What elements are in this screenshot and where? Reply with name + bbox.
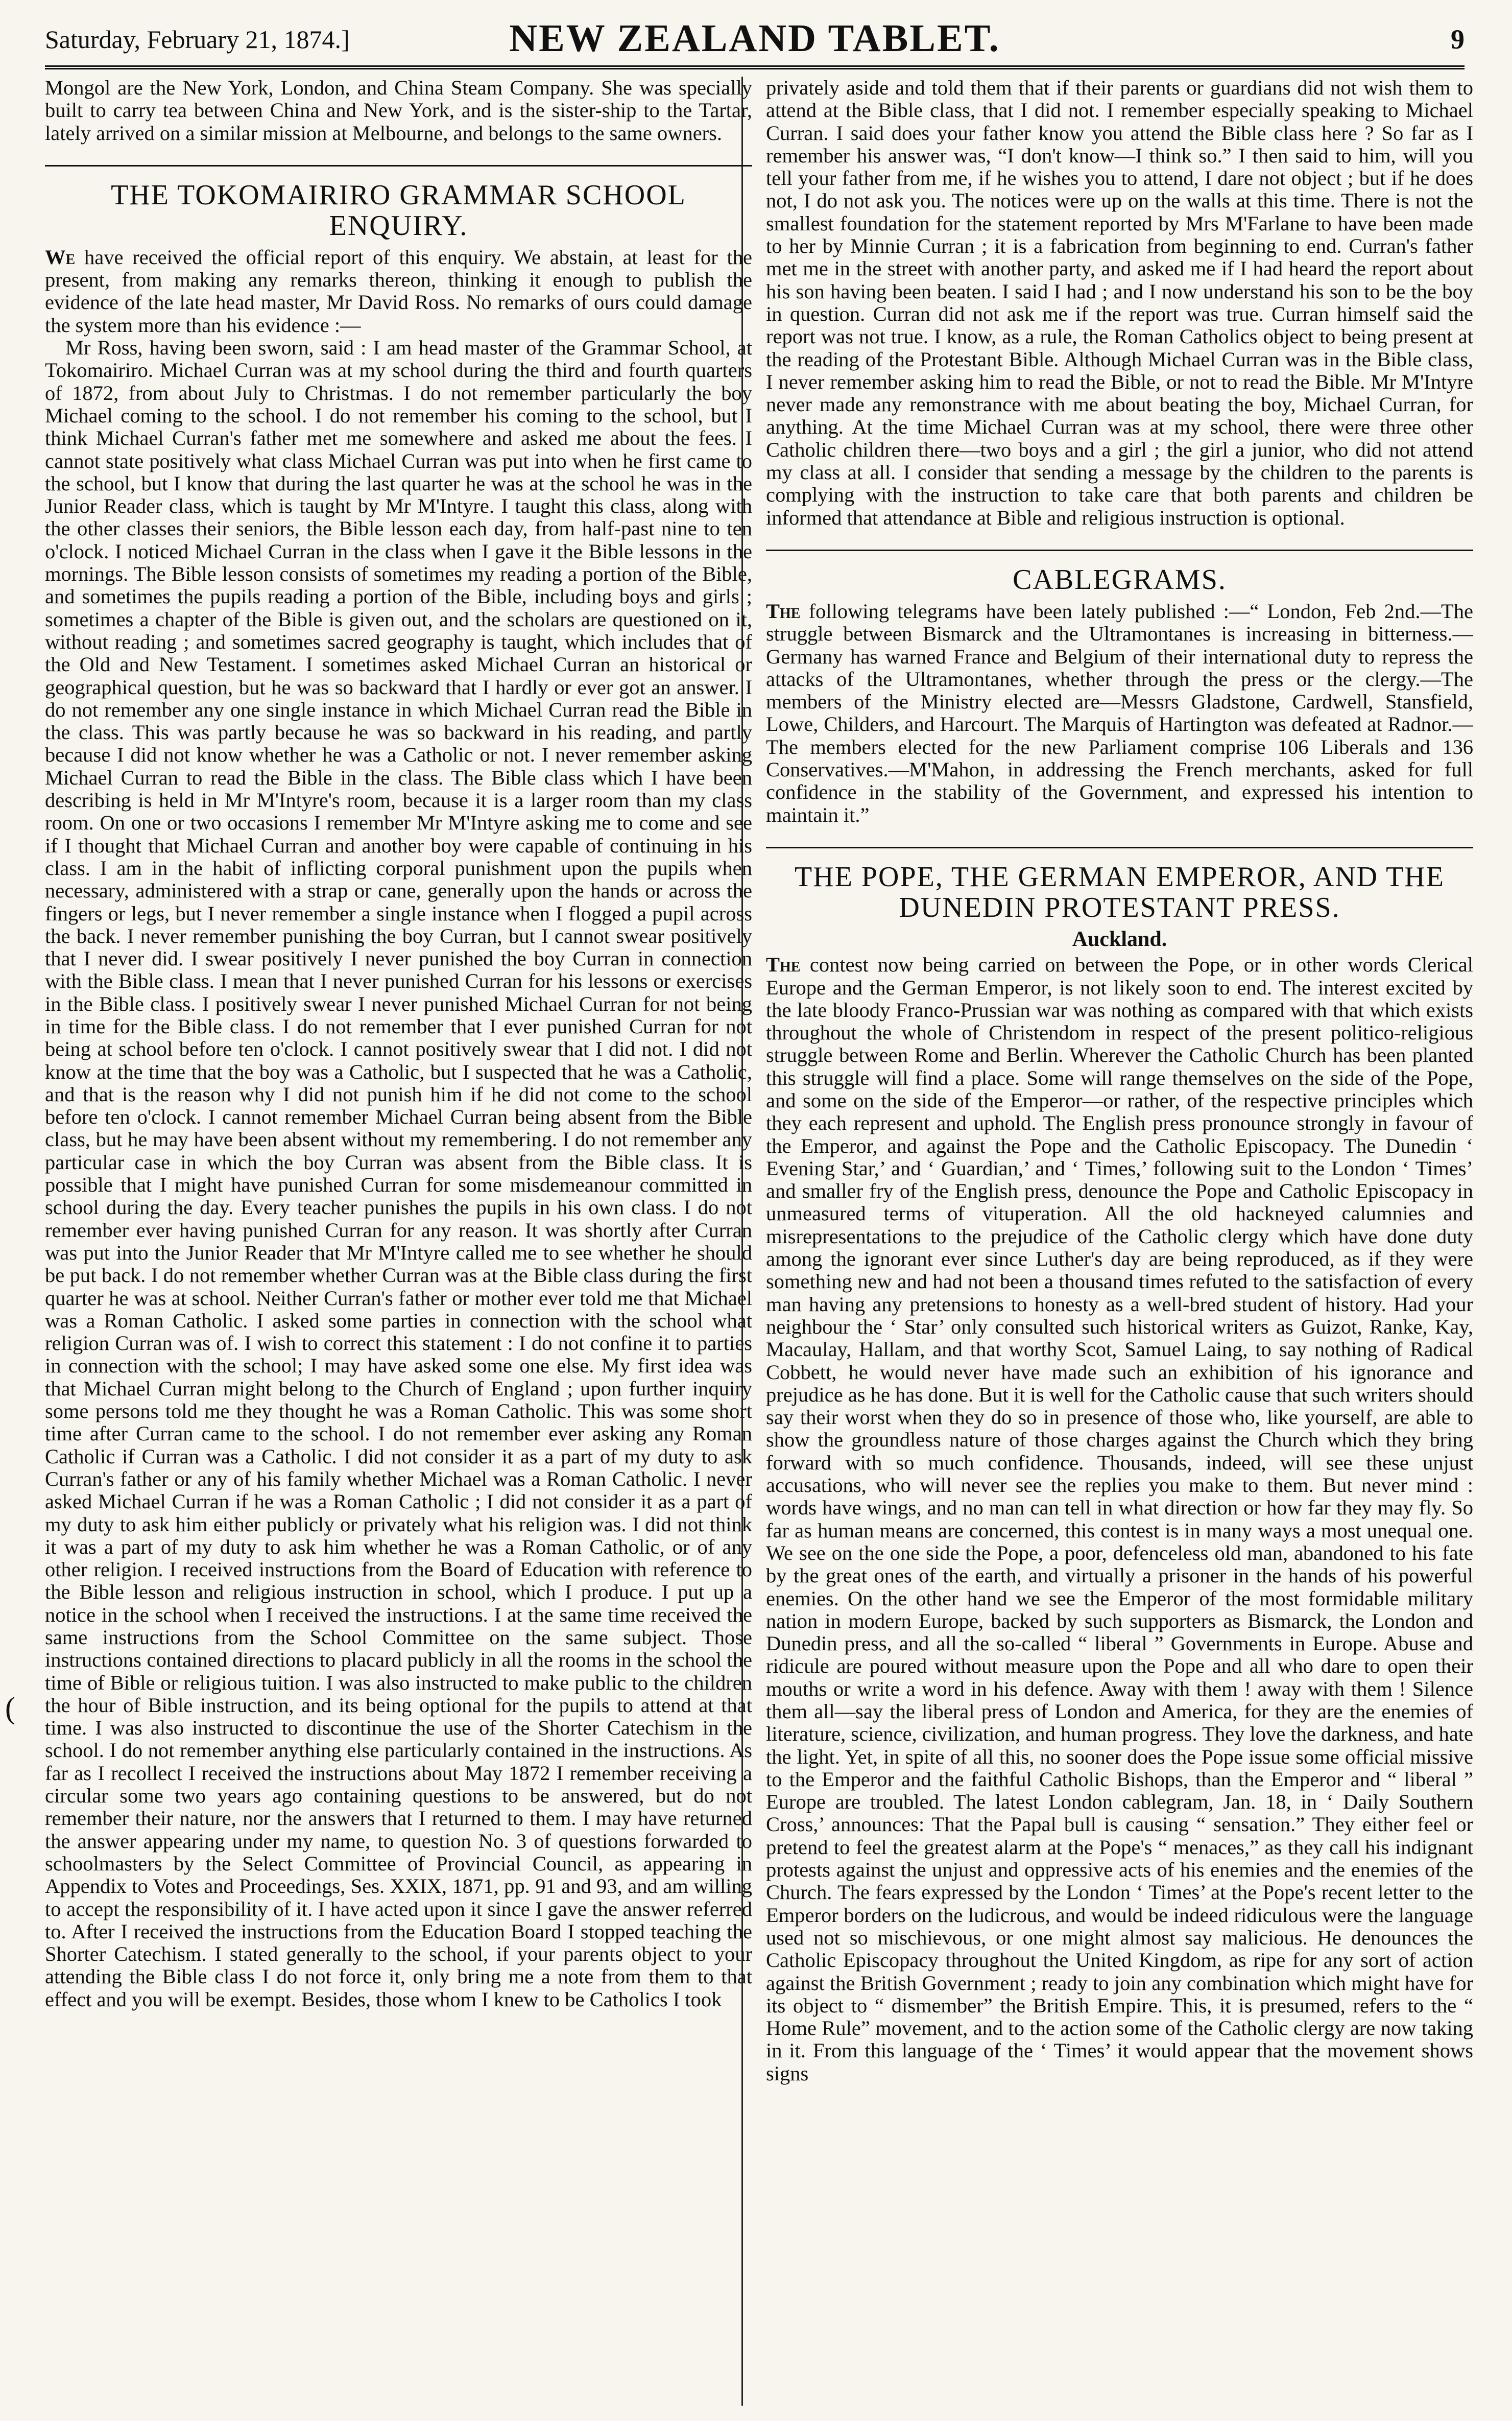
intro-paragraph: Mongol are the New York, London, and China Steam Company. She was specially built to carry tea between China and New York, and is the sister-ship to the Tartar, lately arrived on a similar mission at Melbourne, and belongs to the same owners. [45, 77, 752, 145]
cablegrams-paragraph [766, 600, 1473, 826]
cablegrams-lead-word: The [766, 599, 801, 623]
testimony-paragraph: Mr Ross, having been sworn, said : I am head master of the Grammar School, at Tokomairiro. Michael Curran was at my school during the third and fourth quarters of 1872, from about July to Christmas. I do not remember particularly the boy Michael coming to the school. I do not remember his coming to the school, but I think Michael Curran's father met me somewhere and asked me about the fees. I cannot state positively what class Michael Curran was put into when he first came to the school, but I know that during the last quarter he was at the school he was in the Junior Reader class, which is taught by Mr M'Intyre. I taught this class, along with the other classes their seniors, the Bible lesson each day, from half-past nine to ten o'clock. I noticed Michael Curran in the class when I gave it the Bible lessons in the mornings. The Bible lesson consists of sometimes my reading a portion of the Bible, and sometimes the pupils reading a portion of the Bible, including boys and girls ; sometimes a chapter of the Bible is given out, and the scholars are questioned on it, without reading ; and sometimes sacred geography is taught, which includes that of the Old and New Testament. I sometimes asked Michael Curran an historical or geographical question, but he was so backward that I hardly or ever got an answer. I do not remember any one single instance in which Michael Curran read the Bible in the class. This was partly because he was so backward in his reading, and partly because I did not know whether he was a Catholic or not. I never remember asking Michael Curran to read the Bible in the class. The Bible class which I have been describing is held in Mr M'Intyre's room, because it is a larger room than my class room. On one or two occasions I remember Mr M'Intyre asking me to come and see if I thought that Michael Curran and another boy were capable of continuing in his class. I am in the habit of inflicting corporal punishment upon the pupils when necessary, administered with a strap or cane, generally upon the hands or across the fingers or legs, but I never remember a single instance when I flogged a pupil across the back. I never remember punishing the boy Curran, but I cannot swear positively that I never did. I swear positively I never punished the boy Curran in connection with the Bible class. I mean that I never punished Curran for his lessons or exercises in the Bible class. I positively swear I never punished Michael Curran for not being in time for the Bible class. I do not remember that I ever punished Curran for not being at school before ten o'clock. I cannot positively swear that I did not. I did not know at the time that the boy was a Catholic, but I suspected that he was a Catholic, and that is the reason why I did not punish him if he did not come to the school before ten o'clock. I cannot remember Michael Curran being absent from the Bible class, but he may have been absent without my remembering. I do not remember any particular case in which the boy Curran was absent from the Bible class. It is possible that I might have punished Curran for some misdemeanour committed in school during the day. Every teacher punishes the pupils in his own class. I do not remember ever having punished Curran for any reason. It was shortly after Curran was put into the Junior Reader that Mr M'Intyre called me to see whether he should be put back. I do not remember whether Curran was at the Bible class during the first quarter he was at school. Neither Curran's father or mother ever told me that Michael was a Roman Catholic. I asked some parties in connection with the school what religion Curran was of. I wish to correct this statement : I do not confine it to parties in connection with the school; I may have asked some one else. My first idea was that Michael Curran might belong to the Church of England ; upon further inquiry some persons told me they thought he was a Roman Catholic. This was some short time after Curran came to the school. I do not remember ever asking any Roman Catholic if Curran was a Catholic. I did not consider it as a part of my duty to ask Curran's father or any of his family whether Michael was a Roman Catholic. I never asked Michael Curran if he was a Roman Catholic ; I did not consider it as a part of my duty to ask him either publicly or privately what his religion was. I did not think it was a part of my duty to ask him whether he was a Roman Catholic, or of any other religion. I received instructions from the Board of Education with reference to the Bible lesson and religious instruction in school, which I produce. I put up a notice in the school when I received the instructions. I at the same time received the same instructions from the School Committee on the same subject. Those instructions contained directions to placard publicly in all the rooms in the school the time of Bible or religious tuition. I was also instructed to make public to the children the hour of Bible instruction, and its being optional for the pupils to attend at that time. I was also instructed to discontinue the use of the Shorter Catechism in the school. I do not remember anything else particularly contained in the instructions. As far as I recollect I received the instructions about May 1872 I remember receiving a circular some two years ago containing questions to be answered, but do not remember their nature, nor the answers that I returned to them. I may have returned the answer appearing under my name, to question No. 3 of questions forwarded to schoolmasters by the Select Committee of Provincial Council, as appearing in Appendix to Votes and Proceedings, Ses. XXIX, 1871, pp. 91 and 93, and am willing to accept the responsibility of it. I have acted upon it since I gave the answer referred to. After I received the instructions from the Education Board I stopped teaching the Shorter Catechism. I stated generally to the school, if your parents object to your attending the Bible class I do not force it, only bring me a note from them to that effect and you will be exempt. Besides, those whom I knew to be Catholics I took [45, 336, 752, 2011]
issue-date: Saturday, February 21, 1874.] [45, 25, 350, 54]
grammar-school-headline: THE TOKOMAIRIRO GRAMMAR SCHOOL ENQUIRY. [45, 165, 752, 241]
cablegrams-text: following telegrams have been lately published :—“ London, Feb 2nd.—The struggle between Bismarck and the Ultramontanes is increasing in bitterness.—Germany has warned France and Belgium of their international duty to repress the attacks of the Ultramontanes, whether through the press or the clergy.—The members of the Ministry elected are—Messrs Gladstone, Cardwell, Stansfield, Lowe, Childers, and Harcourt. The Marquis of Hartington was defeated at Radnor.—The members elected for the new Parliament comprise 106 Liberals and 136 Conservatives.—M'Mahon, in addressing the French merchants, asked for full confidence in the stability of the Government, and expressed his intention to maintain it.” [766, 599, 1473, 826]
lead-text: have received the official report of this enquiry. We abstain, at least for the present, from making any remarks thereon, thinking it enough to publish the evidence of the late head master, Mr David Ross. No remarks of ours could damage the system more than his evidence :— [45, 245, 752, 337]
pope-article-headline: THE POPE, THE GERMAN EMPEROR, AND THE DUNEDIN PROTESTANT PRESS. [766, 847, 1473, 923]
pope-article-paragraph [766, 954, 1473, 2085]
testimony-continuation: privately aside and told them that if their parents or guardians did not wish them to attend at the Bible class, that I did not. I remember especially speaking to Michael Curran. I said does your father know you attend the Bible class here ? So far as I remember his answer was, “I don't know—I think so.” I then said to him, will you tell your father from me, if he wishes you to attend, I dare not object ; but if he does not, I do not ask you. The notices were up on the walls at this time. There is not the smallest foundation for the statement reported by Mrs M'Farlane to have been made to her by Minnie Curran ; it is a fabrication from beginning to end. Curran's father met me in the street with another party, and asked me if I had heard the report about his son having been beaten. I said I had ; and I now understand his son to be the boy in question. Curran did not ask me if the report was true. Curran himself said the report was not true. I know, as a rule, the Roman Catholics object to being present at the reading of the Protestant Bible. Although Michael Curran was in the Bible class, I never remember asking him to read the Bible, or not to read the Bible. Mr M'Intyre never made any remonstrance with me about beating the boy, Michael Curran, for anything. At the time Michael Curran was at my school, there were three other Catholic children there—two boys and a girl ; the girl a junior, who did not attend my class at all. I consider that sending a message by the children to the parents is complying with the instruction to take care that both parents and children be informed that attendance at Bible and religious instruction is optional. [766, 77, 1473, 529]
left-column [45, 77, 752, 2411]
pope-article-text: contest now being carried on between the Pope, or in other words Clerical Europe and the German Emperor, is not likely soon to end. The interest excited by the late bloody Franco-Prussian war was nothing as compared with that which exists throughout the whole of Christendom in respect of the present politico-religious struggle between Rome and Berlin. Wherever the Catholic Church has been planted this struggle will find a place. Some will range themselves on the side of the Pope, and some on the side of the Emperor—or rather, of the respective principles which they each represent and uphold. The English press pronounce strongly in favour of the Emperor, and against the Pope and the Catholic Episcopacy. The Dunedin ‘ Evening Star,’ and ‘ Guardian,’ and ‘ Times,’ following suit to the London ‘ Times’ and smaller fry of the English press, denounce the Pope and Catholic Episcopacy in unmeasured terms of vituperation. All the old hackneyed calumnies and misrepresentations to the prejudice of the Catholic clergy which have done duty among the ignorant ever since Luther's day are being reproduced, as if they were something new and had not been a thousand times refuted to the satisfaction of every man having any pretensions to honesty as a well-bred student of history. Had your neighbour the ‘ Star’ only consulted such historical writers as Guizot, Ranke, Kay, Macaulay, Hallam, and that worthy Scot, Samuel Laing, to say nothing of Radical Cobbett, he would never have made such an exhibition of his ignorance and prejudice as he has done. But it is well for the Catholic cause that such writers should say their worst when they do so in presence of those who, like yourself, are able to show the groundless nature of those charges against the Church which they bring forward with so much confidence. Thousands, indeed, will see these unjust accusations, who will never see the replies you make to them. But never mind : words have wings, and no man can tell in what direction or how far they may fly. So far as human means are concerned, this contest is in many ways a most unequal one. We see on the one side the Pope, a poor, defenceless old man, abandoned to his fate by the great ones of the earth, and virtually a prisoner in the hands of his powerful enemies. On the other hand we see the Emperor of the most formidable military nation in modern Europe, backed by such supporters as Bismarck, the London and Dunedin press, and all the so-called “ liberal ” Governments in Europe. Abuse and ridicule are poured without measure upon the Pope and all who dare to open their mouths or write a word in his defence. Away with them ! away with them ! Silence them all—say the liberal press of London and America, for they are the enemies of literature, science, civilization, and human progress. They love the darkness, and hate the light. Yet, in spite of all this, no sooner does the Pope issue some official missive to the Emperor and the faithful Catholic Bishops, than the Emperor and “ liberal ” Europe are troubled. The latest London cablegram, Jan. 18, in ‘ Daily Southern Cross,’ announces: That the Papal bull is causing “ sensation.” They either feel or pretend to feel the greatest alarm at the Pope's “ menaces,” as they call his indignant protests against the unjust and oppressive acts of his enemies and the enemies of the Church. The fears expressed by the London ‘ Times’ at the Pope's recent letter to the Emperor borders on the ludicrous, and would be indeed ridiculous were the language used not so mischievous, or one might almost say malicious. He denounces the Catholic Episcopacy throughout the United Kingdom, as ripe for any sort of action against the British Government ; ready to join any combination which might have for its object to “ dismember” the British Empire. This, it is presumed, refers to the “ Home Rule” movement, and to the action some of the Catholic clergy are now taking in it. From this language of the ‘ Times’ it would appear that the movement shows signs [766, 953, 1473, 2085]
right-column [766, 77, 1473, 2411]
lead-word: We [45, 245, 76, 269]
cablegrams-headline: CABLEGRAMS. [766, 550, 1473, 595]
margin-bracket-mark: ( [5, 1691, 15, 1725]
masthead [45, 9, 1465, 69]
grammar-school-lead-paragraph [45, 246, 752, 337]
page-number: 9 [1451, 24, 1465, 55]
pope-lead-word: The [766, 953, 801, 977]
pope-article-subhead: Auckland. [1072, 927, 1167, 951]
newspaper-title: NEW ZEALAND TABLET. [509, 17, 1000, 60]
